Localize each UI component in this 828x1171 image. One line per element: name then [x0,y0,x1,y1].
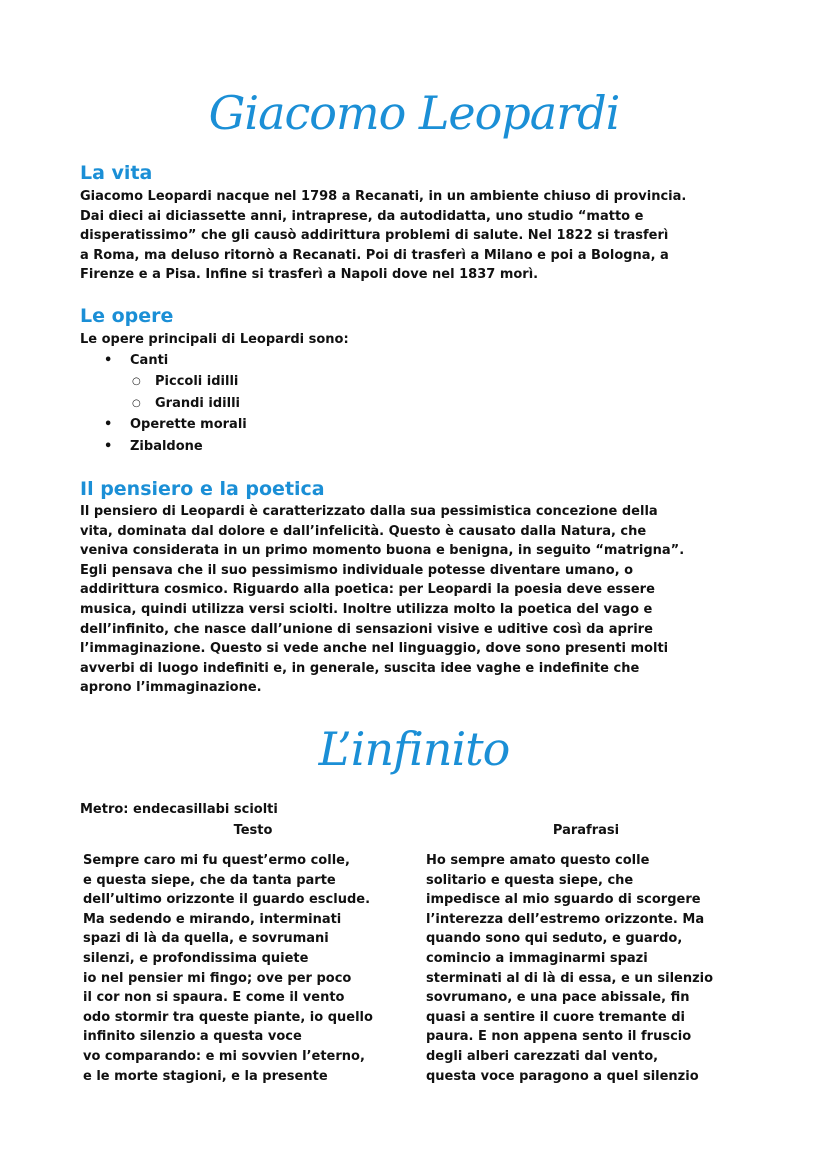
poem-line: vo comparando: e mi sovvien l’eterno, [83,1048,365,1064]
testo-heading: Testo [233,823,273,838]
pensiero-paragraph [80,502,684,698]
list-subitem: ○ Piccoli idilli [80,371,349,393]
paraphrase-line: quasi a sentire il cuore tremante di [426,1009,686,1025]
text-line: Egli pensava che il suo pessimismo individuale potesse diventare umano, o [80,562,634,578]
text-line: vita, dominata dal dolore e dall’infelicità. Questo è causato dalla Natura, che [80,523,647,539]
text-line: avverbi di luogo indefiniti e, in generale, suscita idee vaghe e indefinite che [80,660,640,676]
paraphrase-line: quando sono qui seduto, e guardo, [426,931,683,947]
poem-line: e questa siepe, che da tanta parte [83,872,336,888]
paraphrase-line: sovrumano, e una pace abissale, fin [426,990,690,1006]
opere-list [80,350,349,458]
paraphrase-line: paura. E non appena sento il fruscio [426,1029,692,1045]
text-line: Giacomo Leopardi nacque nel 1798 a Recanati, in un ambiente chiuso di provincia. [80,189,687,204]
text-line: dell’infinito, che nasce dall’unione di sensazioni visive e uditive così da aprire [80,621,653,637]
text-line: aprono l’immaginazione. [80,680,262,696]
vita-paragraph [80,187,686,285]
poem-line: silenzi, e profondissima quiete [83,950,309,966]
poem-line: infinito silenzio a questa voce [83,1029,302,1045]
metro-label: Metro: endecasillabi sciolti [80,802,278,817]
poem-line: Sempre caro mi fu quest’ermo colle, [83,853,350,868]
poem-line: spazi di là da quella, e sovrumani [83,931,329,947]
text-line: Firenze e a Pisa. Infine si trasferì a Napoli dove nel 1837 morì. [80,267,539,283]
poem-line: dell’ultimo orizzonte il guardo esclude. [83,892,371,908]
text-line: musica, quindi utilizza versi sciolti. Inoltre utilizza molto la poetica del vago e [80,601,653,617]
heading-pensiero-poetica: Il pensiero e la poetica [80,478,325,500]
text-line: disperatissimo” che gli causò addirittura problemi di salute. Nel 1822 si trasferì [80,228,669,244]
poem-line: Ma sedendo e mirando, interminati [83,911,342,927]
paraphrase-line: Ho sempre amato questo colle [426,853,650,868]
text-line: Dai dieci ai diciassette anni, intraprese, da autodidatta, uno studio “matto e [80,208,644,224]
paraphrase-line: questa voce paragono a quel silenzio [426,1068,699,1084]
paraphrase-line: degli alberi carezzati dal vento, [426,1048,659,1064]
poem-title: L’infinito [318,722,510,776]
poem-line: e le morte stagioni, e la presente [83,1068,328,1084]
text-line: a Roma, ma deluso ritornò a Recanati. Poi di trasferì a Milano e poi a Bologna, a [80,247,669,263]
text-line: l’immaginazione. Questo si vede anche nel linguaggio, dove sono presenti molti [80,641,669,657]
text-line: Il pensiero di Leopardi è caratterizzato dalla sua pessimistica concezione della [80,504,658,519]
parafrasi-heading: Parafrasi [552,823,620,838]
paraphrase-line: comincio a immaginarmi spazi [426,950,648,966]
testo-column [83,851,373,1086]
paraphrase-line: sterminati al di là di essa, e un silenzio [426,970,714,986]
parafrasi-column [426,851,713,1086]
paraphrase-line: solitario e questa siepe, che [426,872,634,888]
paraphrase-line: l’interezza dell’estremo orizzonte. Ma [426,911,705,927]
poem-line: io nel pensier mi fingo; ove per poco [83,970,352,986]
poem-line: odo stormir tra queste piante, io quello [83,1009,373,1025]
list-item: • Zibaldone [80,436,349,458]
text-line: veniva considerata in un primo momento buona e benigna, in seguito “matrigna”. [80,543,685,559]
opere-intro: Le opere principali di Leopardi sono: [80,332,349,347]
list-item: • Operette morali [80,414,349,436]
text-line: addirittura cosmico. Riguardo alla poetica: per Leopardi la poesia deve essere [80,582,655,598]
poem-line: il cor non si spaura. E come il vento [83,990,345,1006]
heading-le-opere: Le opere [80,305,174,327]
list-item: • Canti [80,350,349,372]
page-title: Giacomo Leopardi [208,86,620,140]
paraphrase-line: impedisce al mio sguardo di scorgere [426,892,701,908]
heading-la-vita: La vita [80,162,153,184]
list-subitem: ○ Grandi idilli [80,393,349,415]
opere-section [80,330,349,458]
